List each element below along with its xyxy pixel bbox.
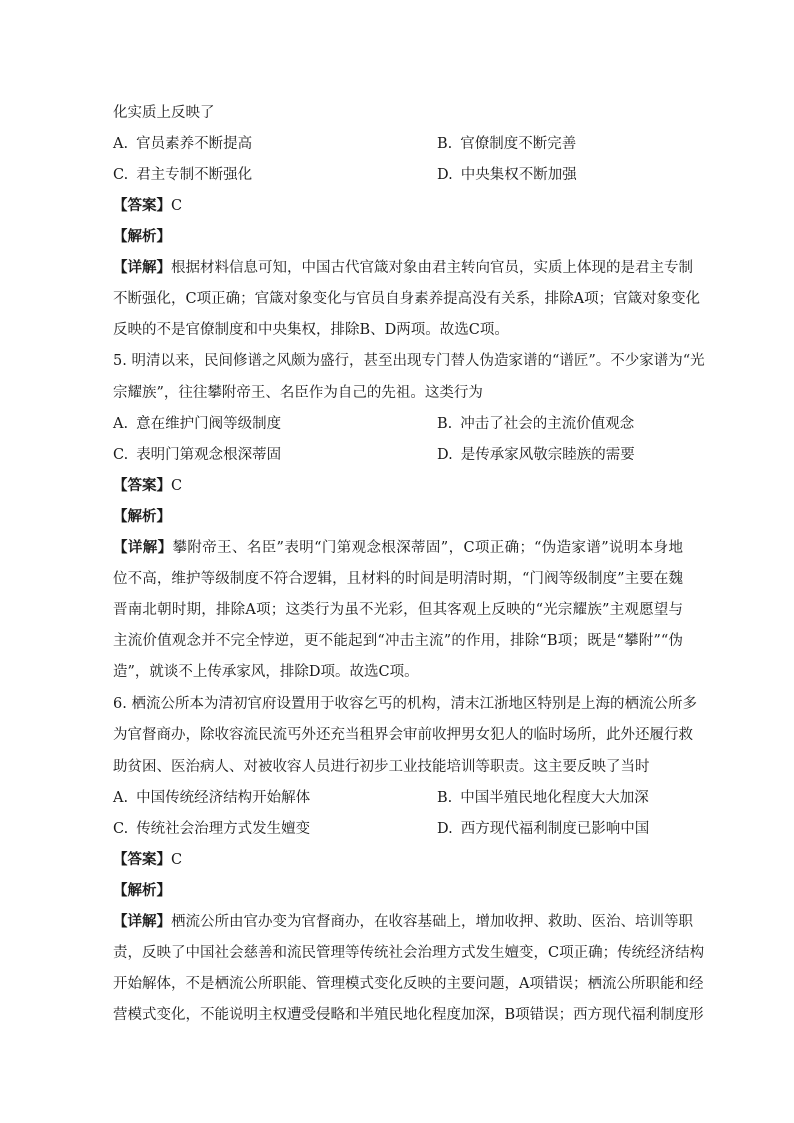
q5-stem-line-1: 5. 明清以来，民间修谱之风颇为盛行，甚至出现专门替人伪造家谱的“谱匠”。不少家谱为“光 <box>113 353 705 369</box>
q6-detail-line-3: 开始解体，不是栖流公所职能、管理模式变化反映的主要问题，A项错误；栖流公所职能和经 <box>113 976 704 992</box>
option-text: 意在维护门阀等级制度 <box>136 416 282 432</box>
option-letter: A. <box>113 136 129 152</box>
q5-stem-line-2: 宗耀族”，往往攀附帝王、名臣作为自己的先祖。这类行为 <box>113 385 483 401</box>
q6-stem-line-1: 6. 栖流公所本为清初官府设置用于收容乞丐的机构，清末江浙地区特别是上海的栖流公所多 <box>113 696 697 712</box>
answer-value: C <box>171 852 183 868</box>
option-letter: A. <box>113 790 129 806</box>
q5-detail-line-3: 晋南北朝时期，排除A项；这类行为虽不光彩，但其客观上反映的“光宗耀族”主观愿望与 <box>113 602 683 618</box>
answer-label: 【答案】 <box>113 851 171 868</box>
answer-value: C <box>171 478 183 494</box>
q4-stem-tail: 化实质上反映了 <box>113 105 215 121</box>
option-text: 表明门第观念根深蒂固 <box>136 447 282 463</box>
q6-option-b[interactable] <box>437 788 649 808</box>
q5-option-b[interactable] <box>437 414 634 434</box>
q4-detail-line-3: 反映的不是官僚制度和中央集权，排除B、D两项。故选C项。 <box>113 322 509 338</box>
option-letter: C. <box>113 447 129 463</box>
option-text: 官员素养不断提高 <box>136 136 253 152</box>
q5-analysis-label: 【解析】 <box>113 508 171 525</box>
q5-detail-line-4: 主流价值观念并不完全悖逆，更不能起到“冲击主流”的作用，排除“B项；既是“攀附”“伪 <box>113 633 683 649</box>
q4-answer <box>113 196 683 216</box>
detail-text: 根据材料信息可知，中国古代官箴对象由君主转向官员，实质上体现的是君主专制 <box>171 260 693 276</box>
detail-label: 【详解】 <box>113 539 173 556</box>
option-letter: C. <box>113 821 129 837</box>
q5-detail-line-2: 位不高，维护等级制度不符合逻辑，且材料的时间是明清时期，“门阀等级制度”主要在魏 <box>113 571 683 587</box>
option-letter: D. <box>437 821 453 837</box>
q5-option-d[interactable] <box>437 445 635 465</box>
answer-label: 【答案】 <box>113 477 171 494</box>
option-text: 中国半殖民地化程度大大加深 <box>460 790 649 806</box>
option-text: 冲击了社会的主流价值观念 <box>460 416 635 432</box>
q6-detail-line-1 <box>113 912 693 932</box>
q5-answer <box>113 476 683 496</box>
q4-detail-line-1 <box>113 258 693 278</box>
option-text: 中央集权不断加强 <box>460 167 577 183</box>
option-letter: D. <box>437 447 453 463</box>
detail-label: 【详解】 <box>113 259 171 276</box>
detail-label: 【详解】 <box>113 913 171 930</box>
detail-text: 栖流公所由官办变为官督商办，在收容基础上，增加收押、救助、医治、培训等职 <box>171 914 693 930</box>
q4-option-b[interactable] <box>437 134 576 154</box>
q5-detail-line-1 <box>113 538 683 558</box>
option-letter: C. <box>113 167 129 183</box>
option-text: 中国传统经济结构开始解体 <box>136 790 311 806</box>
option-letter: B. <box>437 416 453 432</box>
q6-answer <box>113 850 683 870</box>
option-text: 官僚制度不断完善 <box>460 136 577 152</box>
q4-analysis-label: 【解析】 <box>113 228 171 245</box>
detail-text: 攀附帝王、名臣”表明“门第观念根深蒂固”，C项正确；“伪造家谱”说明本身地 <box>172 540 684 556</box>
q5-detail-line-5: 造”，就谈不上传承家风，排除D项。故选C项。 <box>113 664 419 680</box>
option-text: 西方现代福利制度已影响中国 <box>460 821 650 837</box>
option-letter: B. <box>437 790 453 806</box>
q4-detail-line-2: 不断强化，C项正确；官箴对象变化与官员自身素养提高没有关系，排除A项；官箴对象变化 <box>113 291 701 307</box>
q6-stem-line-3: 助贫困、医治病人、对被收容人员进行初步工业技能培训等职责。这主要反映了当时 <box>113 759 650 775</box>
q6-stem-line-2: 为官督商办，除收容流民流丐外还充当租界会审前收押男女犯人的临时场所，此外还履行救 <box>113 727 693 743</box>
q6-detail-line-2: 责，反映了中国社会慈善和流民管理等传统社会治理方式发生嬗变，C项正确；传统经济结构 <box>113 945 705 961</box>
option-text: 传统社会治理方式发生嬗变 <box>136 821 311 837</box>
q6-option-d[interactable] <box>437 819 649 839</box>
option-text: 是传承家风敬宗睦族的需要 <box>460 447 635 463</box>
option-letter: B. <box>437 136 453 152</box>
q6-detail-line-4: 营模式变化，不能说明主权遭受侵略和半殖民地化程度加深，B项错误；西方现代福利制度形 <box>113 1007 704 1023</box>
option-letter: A. <box>113 416 129 432</box>
option-text: 君主专制不断强化 <box>136 167 253 183</box>
option-letter: D. <box>437 167 453 183</box>
q4-option-a[interactable] <box>113 134 683 154</box>
answer-value: C <box>171 198 183 214</box>
q4-option-d[interactable] <box>437 165 577 185</box>
q6-analysis-label: 【解析】 <box>113 882 171 899</box>
answer-label: 【答案】 <box>113 197 171 214</box>
q4-option-c[interactable] <box>113 165 683 185</box>
